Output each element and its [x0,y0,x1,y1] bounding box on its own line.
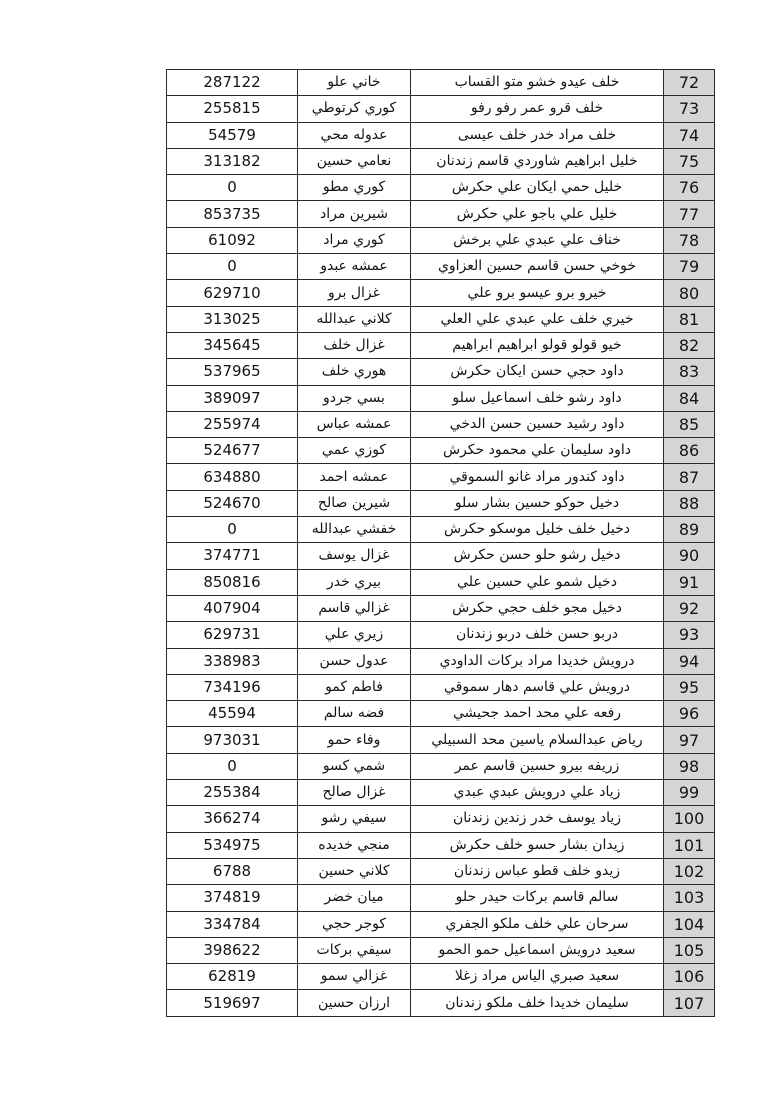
full-name-cell: سالم قاسم بركات حيدر حلو [411,885,664,911]
table-row [167,438,715,464]
mother-name-cell: بسي جردو [298,385,411,411]
table-row [167,806,715,832]
full-name-cell: دربو حسن خلف دربو زندنان [411,622,664,648]
full-name-cell: دخيل رشو حلو حسن حكرش [411,543,664,569]
mother-name-cell: كلاني حسين [298,858,411,884]
table-row [167,727,715,753]
amount-cell: 374819 [167,885,298,911]
row-number: 82 [664,332,715,358]
table-row [167,280,715,306]
full-name-cell: سعيد درويش اسماعيل حمو الحمو [411,937,664,963]
table-row [167,359,715,385]
full-name-cell: زياد علي درويش عبدي عبدي [411,780,664,806]
full-name-cell: داود رشيد حسين حسن الدخي [411,411,664,437]
table-row [167,490,715,516]
full-name-cell: دخيل حوكو حسين بشار سلو [411,490,664,516]
table-row [167,517,715,543]
table-row [167,753,715,779]
full-name-cell: خيرو برو عيسو برو علي [411,280,664,306]
amount-cell: 398622 [167,937,298,963]
mother-name-cell: غزال خلف [298,332,411,358]
full-name-cell: خلف قرو عمر رفو رفو [411,96,664,122]
mother-name-cell: نعامي حسين [298,148,411,174]
full-name-cell: خيري خلف علي عبدي علي العلي [411,306,664,332]
amount-cell: 374771 [167,543,298,569]
row-number: 95 [664,674,715,700]
amount-cell: 0 [167,254,298,280]
table-row [167,385,715,411]
table-row [167,595,715,621]
table-row [167,70,715,96]
amount-cell: 313025 [167,306,298,332]
mother-name-cell: هوري خلف [298,359,411,385]
mother-name-cell: غزال صالح [298,780,411,806]
table-row [167,464,715,490]
amount-cell: 524670 [167,490,298,516]
table-row [167,96,715,122]
table-row [167,122,715,148]
mother-name-cell: غزالي سمو [298,964,411,990]
table-row [167,254,715,280]
table-row [167,911,715,937]
mother-name-cell: غزالي قاسم [298,595,411,621]
row-number: 89 [664,517,715,543]
full-name-cell: دخيل مجو خلف حجي حكرش [411,595,664,621]
amount-cell: 853735 [167,201,298,227]
table-row [167,937,715,963]
table-row [167,990,715,1016]
row-number: 90 [664,543,715,569]
amount-cell: 45594 [167,701,298,727]
row-number: 75 [664,148,715,174]
amount-cell: 389097 [167,385,298,411]
mother-name-cell: سيفي بركات [298,937,411,963]
full-name-cell: رياض عبدالسلام ياسين محد السبيلي [411,727,664,753]
mother-name-cell: عمشه عباس [298,411,411,437]
full-name-cell: درويش خديدا مراد بركات الداودي [411,648,664,674]
amount-cell: 62819 [167,964,298,990]
table-row [167,701,715,727]
full-name-cell: زيدو خلف قطو عباس زندنان [411,858,664,884]
row-number: 102 [664,858,715,884]
row-number: 88 [664,490,715,516]
table-row [167,175,715,201]
mother-name-cell: كوجر حجي [298,911,411,937]
full-name-cell: خوخي حسن قاسم حسين العزاوي [411,254,664,280]
table-row [167,148,715,174]
table-row [167,648,715,674]
row-number: 74 [664,122,715,148]
full-name-cell: داود سليمان علي محمود حكرش [411,438,664,464]
mother-name-cell: شيرين مراد [298,201,411,227]
amount-cell: 850816 [167,569,298,595]
row-number: 72 [664,70,715,96]
table-row [167,306,715,332]
table-row [167,964,715,990]
amount-cell: 524677 [167,438,298,464]
table-row [167,674,715,700]
mother-name-cell: وفاء حمو [298,727,411,753]
row-number: 84 [664,385,715,411]
amount-cell: 287122 [167,70,298,96]
mother-name-cell: زيري علي [298,622,411,648]
amount-cell: 338983 [167,648,298,674]
full-name-cell: سليمان خديدا خلف ملكو زندنان [411,990,664,1016]
row-number: 92 [664,595,715,621]
row-number: 76 [664,175,715,201]
amount-cell: 6788 [167,858,298,884]
row-number: 87 [664,464,715,490]
amount-cell: 345645 [167,332,298,358]
full-name-cell: خلف مراد خدر خلف عيسى [411,122,664,148]
full-name-cell: رفعه علي محد احمد جحيشي [411,701,664,727]
row-number: 106 [664,964,715,990]
amount-cell: 0 [167,175,298,201]
full-name-cell: زياد يوسف خدر زندين زندنان [411,806,664,832]
table-row [167,227,715,253]
table-row [167,569,715,595]
mother-name-cell: عمشه احمد [298,464,411,490]
table-row [167,201,715,227]
table-row [167,543,715,569]
mother-name-cell: كلاني عبدالله [298,306,411,332]
row-number: 98 [664,753,715,779]
full-name-cell: سعيد صبري الياس مراد زغلا [411,964,664,990]
table-row [167,832,715,858]
mother-name-cell: عدول حسن [298,648,411,674]
mother-name-cell: ارزان حسين [298,990,411,1016]
full-name-cell: خليل حمي ايكان علي حكرش [411,175,664,201]
amount-cell: 255815 [167,96,298,122]
full-name-cell: خليل علي باجو علي حكرش [411,201,664,227]
amount-cell: 407904 [167,595,298,621]
amount-cell: 537965 [167,359,298,385]
row-number: 107 [664,990,715,1016]
table-row [167,780,715,806]
amount-cell: 54579 [167,122,298,148]
row-number: 81 [664,306,715,332]
mother-name-cell: ميان خضر [298,885,411,911]
mother-name-cell: كوري مراد [298,227,411,253]
mother-name-cell: فاطم كمو [298,674,411,700]
full-name-cell: داود رشو خلف اسماعيل سلو [411,385,664,411]
table-row [167,411,715,437]
row-number: 103 [664,885,715,911]
amount-cell: 734196 [167,674,298,700]
full-name-cell: سرحان علي خلف ملكو الجفري [411,911,664,937]
amount-cell: 0 [167,517,298,543]
full-name-cell: زيدان بشار حسو خلف حكرش [411,832,664,858]
mother-name-cell: بيري خدر [298,569,411,595]
amount-cell: 313182 [167,148,298,174]
full-name-cell: دخيل خلف خليل موسكو حكرش [411,517,664,543]
mother-name-cell: غزال يوسف [298,543,411,569]
full-name-cell: دخيل شمو علي حسين علي [411,569,664,595]
table-row [167,622,715,648]
full-name-cell: خيو قولو قولو ابراهيم ابراهيم [411,332,664,358]
mother-name-cell: شيرين صالح [298,490,411,516]
table-row [167,885,715,911]
row-number: 96 [664,701,715,727]
full-name-cell: داود كندور مراد غانو السموقي [411,464,664,490]
names-table [166,69,715,1017]
row-number: 104 [664,911,715,937]
row-number: 80 [664,280,715,306]
mother-name-cell: غزال برو [298,280,411,306]
amount-cell: 519697 [167,990,298,1016]
row-number: 78 [664,227,715,253]
row-number: 94 [664,648,715,674]
row-number: 101 [664,832,715,858]
row-number: 85 [664,411,715,437]
mother-name-cell: خاني علو [298,70,411,96]
mother-name-cell: كوري مطو [298,175,411,201]
amount-cell: 0 [167,753,298,779]
row-number: 100 [664,806,715,832]
mother-name-cell: منجي خديده [298,832,411,858]
amount-cell: 629710 [167,280,298,306]
amount-cell: 634880 [167,464,298,490]
row-number: 77 [664,201,715,227]
row-number: 91 [664,569,715,595]
names-table-body [167,70,715,1017]
mother-name-cell: عدوله محي [298,122,411,148]
amount-cell: 629731 [167,622,298,648]
row-number: 73 [664,96,715,122]
full-name-cell: خليل ابراهيم شاوردي قاسم زندنان [411,148,664,174]
row-number: 79 [664,254,715,280]
row-number: 97 [664,727,715,753]
mother-name-cell: خفشي عبدالله [298,517,411,543]
amount-cell: 255974 [167,411,298,437]
row-number: 99 [664,780,715,806]
mother-name-cell: سيفي رشو [298,806,411,832]
table-row [167,332,715,358]
mother-name-cell: كوزي عمي [298,438,411,464]
amount-cell: 534975 [167,832,298,858]
row-number: 105 [664,937,715,963]
full-name-cell: خناف علي عبدي علي برخش [411,227,664,253]
row-number: 93 [664,622,715,648]
full-name-cell: زريفه بيرو حسين قاسم عمر [411,753,664,779]
full-name-cell: داود حجي حسن ايكان حكرش [411,359,664,385]
mother-name-cell: فضه سالم [298,701,411,727]
amount-cell: 973031 [167,727,298,753]
mother-name-cell: شمي كسو [298,753,411,779]
amount-cell: 61092 [167,227,298,253]
amount-cell: 334784 [167,911,298,937]
mother-name-cell: عمشه عبدو [298,254,411,280]
mother-name-cell: كوري كرتوطي [298,96,411,122]
amount-cell: 366274 [167,806,298,832]
table-row [167,858,715,884]
amount-cell: 255384 [167,780,298,806]
full-name-cell: درويش علي قاسم دهار سموقي [411,674,664,700]
row-number: 86 [664,438,715,464]
full-name-cell: خلف عيدو خشو متو القساب [411,70,664,96]
row-number: 83 [664,359,715,385]
